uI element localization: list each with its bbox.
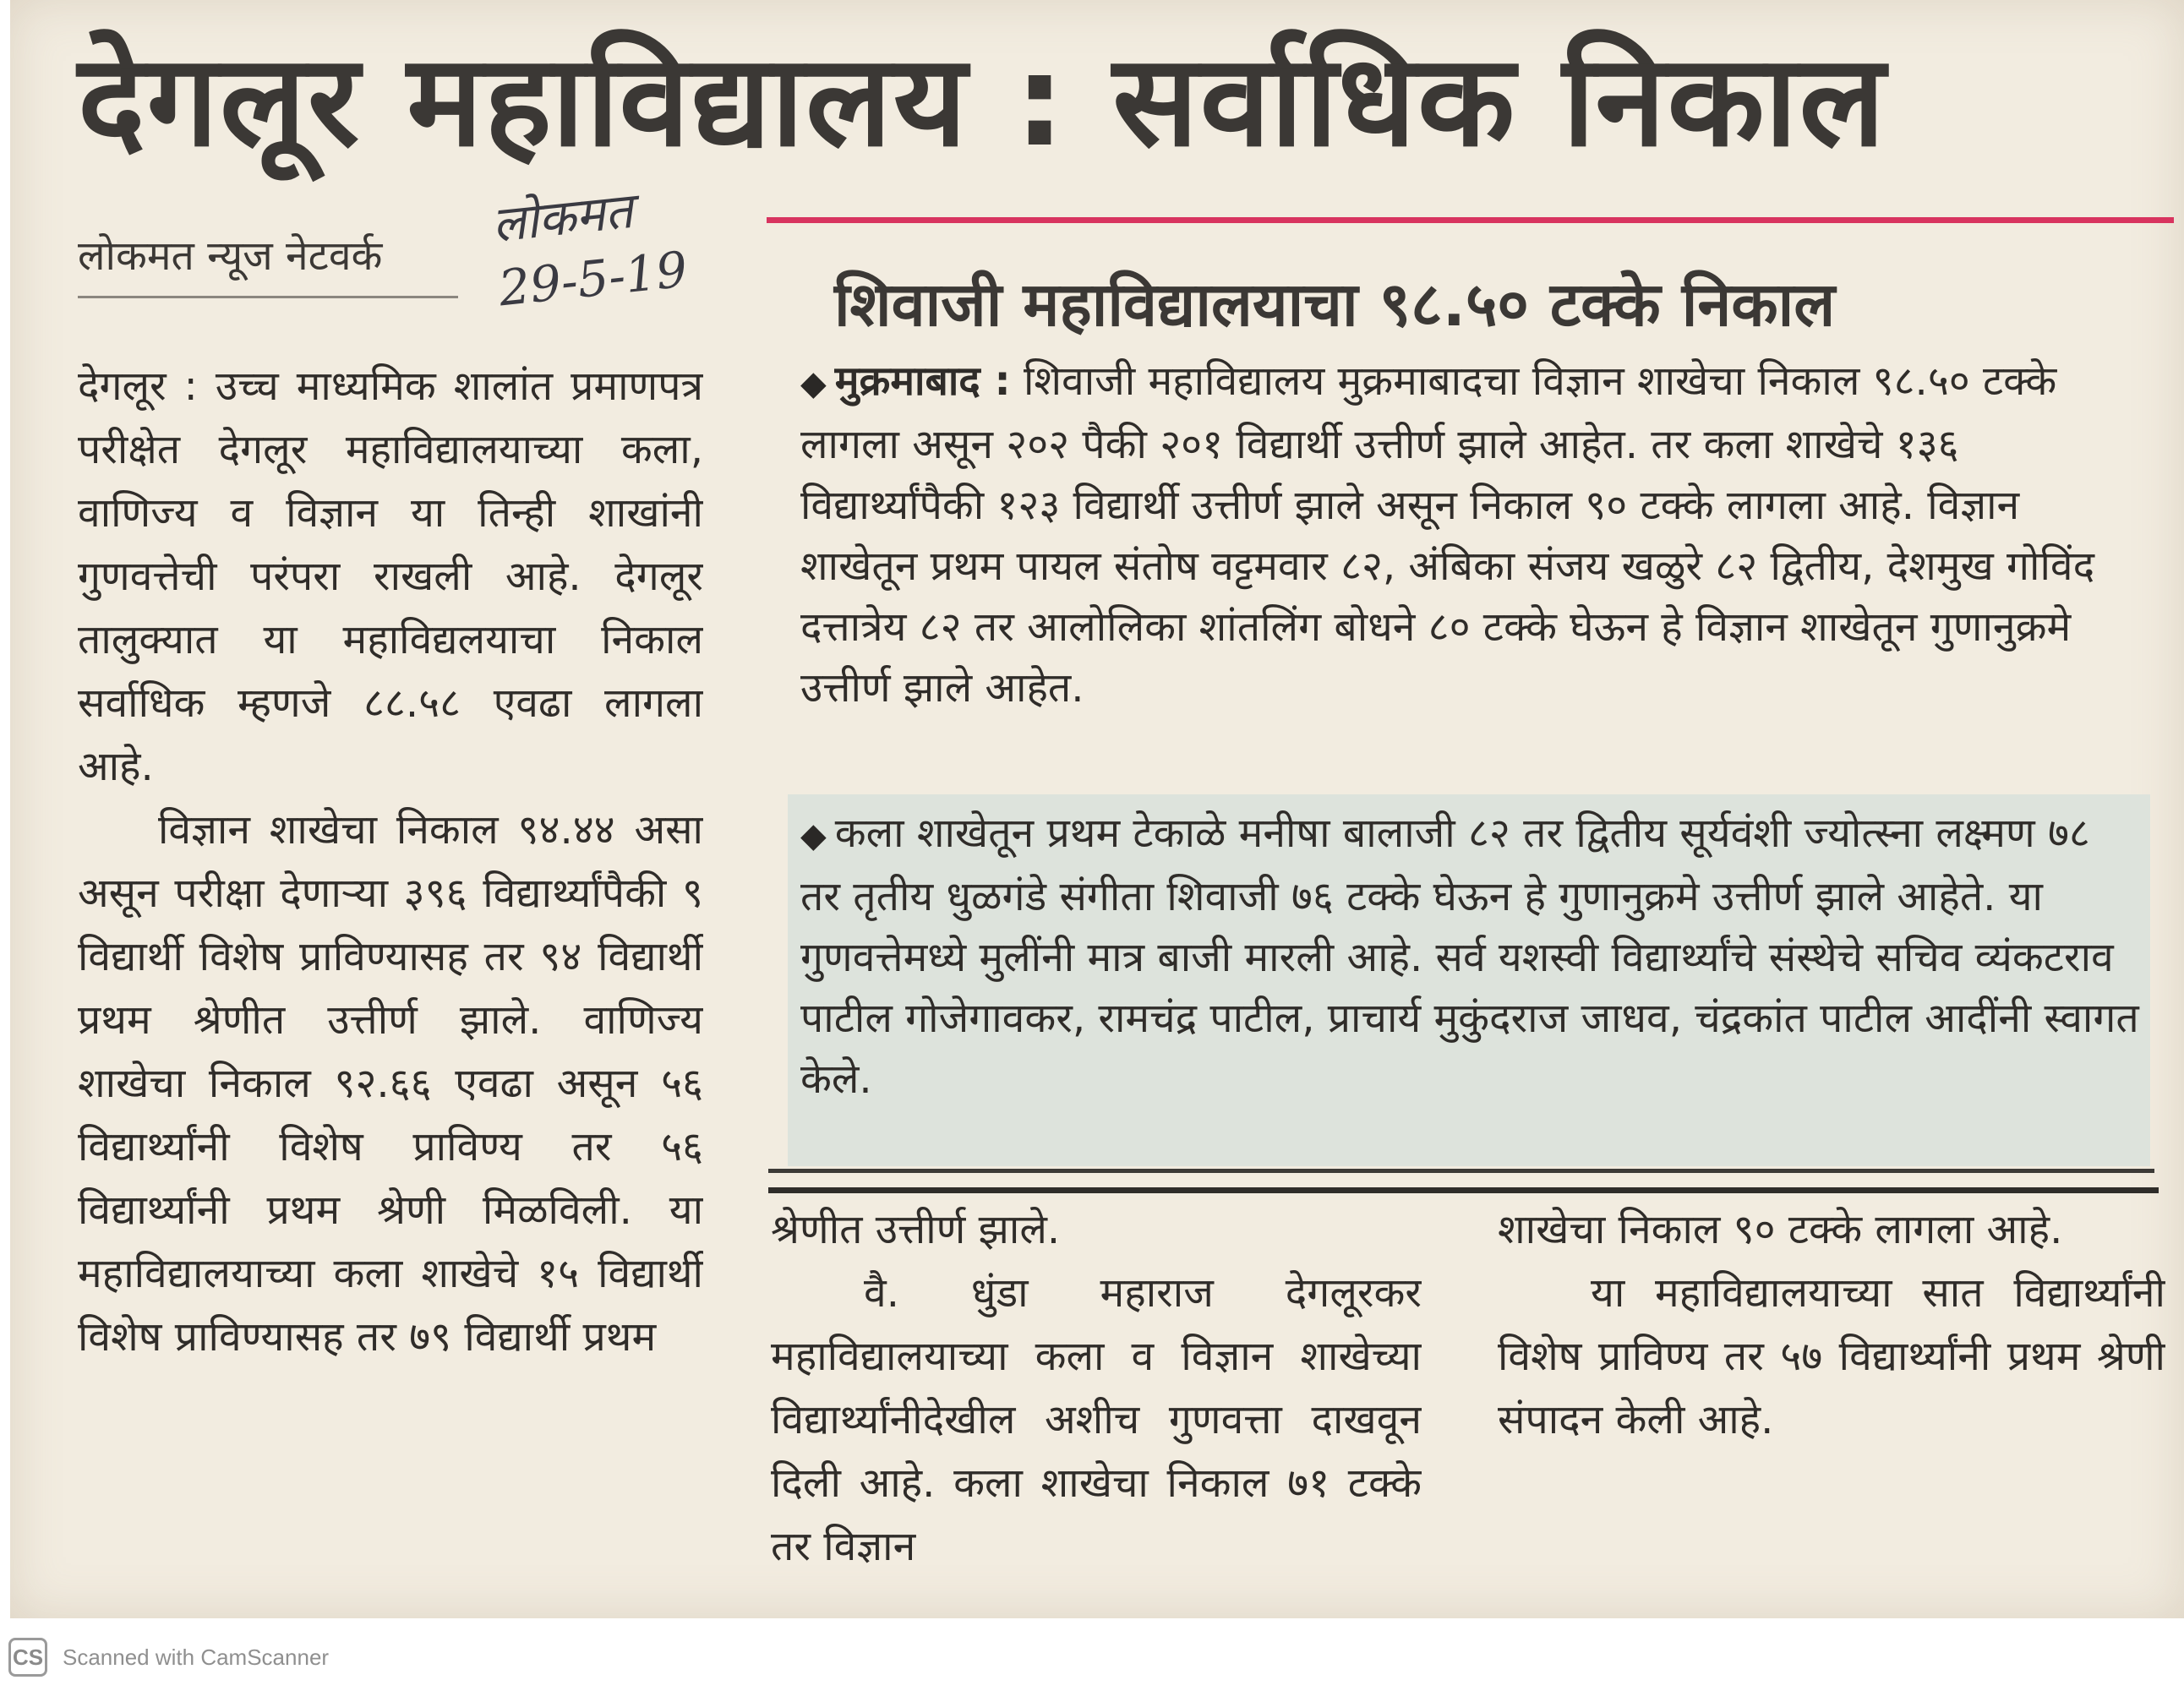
scanner-footer bbox=[8, 1635, 329, 1679]
right-column bbox=[1498, 1198, 2165, 1587]
left-paragraph-1: देगलूर : उच्च माध्यमिक शालांत प्रमाणपत्र परीक्षेत देगलूर महाविद्यालयाच्या कला, वाणिज्य व विज्ञान या तिन्ही शाखांनी गुणवत्तेची परंपरा राखली आहे. देगलूर तालुक्यात या महाविद्यलयाचा निकाल सर्वाधिक म्हणजे ८८.५८ एवढा लागला आहे. bbox=[78, 363, 703, 790]
middle-column bbox=[771, 1198, 1422, 1587]
sub-story-paragraph-1 bbox=[800, 351, 2140, 777]
diamond-bullet-icon: ◆ bbox=[800, 816, 827, 855]
sub-story-text-1: शिवाजी महाविद्यालय मुक्रमाबादचा विज्ञान शाखेचा निकाल ९८.५० टक्के लागला असून २०२ पैकी २०१ विद्यार्थी उत्तीर्ण झाले आहेत. तर कला शाखेचे १३६ विद्यार्थ्यांपैकी १२३ विद्यार्थी उत्तीर्ण झाले असून निकाल ९० टक्के लागला आहे. विज्ञान शाखेतून प्रथम पायल संतोष वट्टमवार ८२, अंबिका संजय खळुरे ८२ द्वितीय, देशमुख गोविंद दत्तात्रेय ८२ तर आलोलिका शांतलिंग बोधने ८० टक्के घेऊन हे विज्ञान शाखेतून गुणानुक्रमे उत्तीर्ण झाले आहेत. bbox=[800, 357, 2095, 712]
right-paragraph-1: शाखेचा निकाल ९० टक्के लागला आहे. bbox=[1498, 1206, 2063, 1253]
sub-story-text-2: कला शाखेतून प्रथम टेकाळे मनीषा बालाजी ८२ तर द्वितीय सूर्यवंशी ज्योत्स्ना लक्ष्मण ७८ तर तृतीय धुळगंडे संगीता शिवाजी ७६ टक्के घेऊन हे गुणानुक्रमे उत्तीर्ण झाले आहेते. या गुणवत्तेमध्ये मुलींनी मात्र बाजी मारली आहे. सर्व यशस्वी विद्यार्थ्यांचे संस्थेचे सचिव व्यंकटराव पाटील गोजेगावकर, रामचंद्र पाटील, प्राचार्य मुकुंदराज जाधव, चंद्रकांत पाटील आदींनी स्वागत केले. bbox=[800, 810, 2139, 1103]
sub-headline: शिवाजी महाविद्यालयाचा ९८.५० टक्के निकाल bbox=[834, 269, 1836, 340]
scanned-with-text: Scanned with CamScanner bbox=[63, 1644, 330, 1670]
handwritten-date: 29-5-19 bbox=[495, 240, 691, 318]
diamond-bullet-icon: ◆ bbox=[800, 364, 827, 403]
section-divider-thick bbox=[768, 1187, 2159, 1193]
camscanner-logo-icon: CS bbox=[8, 1638, 47, 1677]
sub-story-paragraph-2 bbox=[800, 803, 2140, 1158]
section-divider-thin bbox=[768, 1169, 2154, 1173]
left-paragraph-2: विज्ञान शाखेचा निकाल ९४.४४ असा असून परीक्षा देणाऱ्या ३९६ विद्यार्थ्यांपैकी ९ विद्यार्थी विशेष प्राविण्यासह तर ९४ विद्यार्थी प्रथम श्रेणीत उत्तीर्ण झाले. वाणिज्य शाखेचा निकाल ९२.६६ एवढा असून ५६ विद्यार्थ्यांनी विशेष प्राविण्य तर ५६ विद्यार्थ्यांनी प्रथम श्रेणी मिळविली. या महाविद्यालयाच्या कला शाखेचे १५ विद्यार्थी विशेष प्राविण्यासह तर ७९ विद्यार्थी प्रथम bbox=[78, 806, 703, 1361]
handwritten-source: लोकमत bbox=[489, 181, 636, 254]
accent-rule bbox=[767, 217, 2174, 223]
handwritten-note bbox=[489, 163, 791, 345]
newspaper-clipping bbox=[10, 0, 2184, 1618]
dateline-place: मुक्रमाबाद : bbox=[834, 357, 1011, 405]
middle-paragraph-2: वै. धुंडा महाराज देगलूरकर महाविद्यालयाच्या कला व विज्ञान शाखेच्या विद्यार्थ्यांनीदेखील अशीच गुणवत्ता दाखवून दिली आहे. कला शाखेचा निकाल ७१ टक्के तर विज्ञान bbox=[771, 1269, 1422, 1570]
main-headline: देगलूर महाविद्यालय : सर्वाधिक निकाल bbox=[78, 28, 1887, 175]
right-paragraph-2: या महाविद्यालयाच्या सात विद्यार्थ्यांनी विशेष प्राविण्य तर ५७ विद्यार्थ्यांनी प्रथम श्रेणी संपादन केली आहे. bbox=[1498, 1269, 2165, 1443]
left-column bbox=[78, 355, 703, 1572]
middle-paragraph-1: श्रेणीत उत्तीर्ण झाले. bbox=[771, 1206, 1061, 1253]
byline: लोकमत न्यूज नेटवर्क bbox=[78, 226, 458, 298]
